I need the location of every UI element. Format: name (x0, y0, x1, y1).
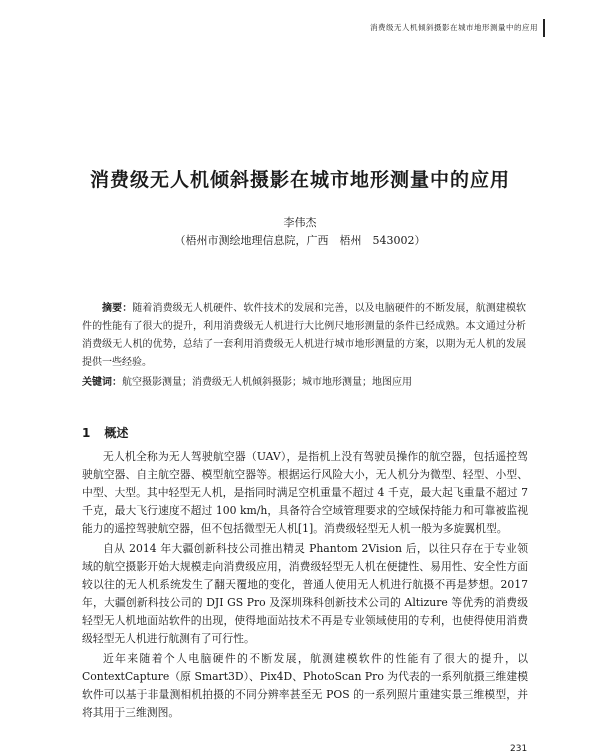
running-head-rule (543, 19, 545, 37)
abstract-text: 随着消费级无人机硬件、软件技术的发展和完善，以及电脑硬件的不断发展，航测建模软件的性能有了很大的提升，利用消费级无人机进行大比例尺地形测量的条件已经成熟。本文通过分析消费级无人机的优势，总结了一套利用消费级无人机进行城市地形测量的方案，以期为无人机的发展提供一些经验。 (82, 303, 527, 368)
section-number: 1 (82, 426, 91, 440)
section-title: 概述 (104, 426, 129, 440)
paper-title: 消费级无人机倾斜摄影在城市地形测量中的应用 (89, 169, 510, 191)
abstract (82, 300, 526, 372)
section-heading (82, 424, 128, 441)
running-head: 消费级无人机倾斜摄影在城市地形测量中的应用 (370, 23, 538, 32)
abstract-label: 摘要： (102, 303, 133, 314)
paragraph: 自从 2014 年大疆创新科技公司推出精灵 Phantom 2Vision 后，以往只存在于专业领域的航空摄影开始大规模走向消费级应用，消费级轻型无人机在便捷性、易用性、安全性方面较以往的无人机系统发生了翻天覆地的变化，普通人使用无人机进行航摄不再是梦想。2017 年，大疆创新科技公司的 DJI GS Pro 及深圳珠科创新技术公司的 Altizure 等优秀的消费级轻型无人机地面站软件的出现，使得地面站技术不再是专业领域使用的专利，也使得使用消费级轻型无人机进行航测有了可行性。 (82, 542, 528, 645)
keywords (82, 374, 526, 392)
body-text (82, 448, 528, 724)
page-number: 231 (510, 744, 528, 754)
keywords-text: 航空摄影测量；消费级无人机倾斜摄影；城市地形测量；地图应用 (122, 377, 412, 388)
affiliation: （梧州市测绘地理信息院，广西 梧州 543002） (174, 234, 426, 247)
author: 李伟杰 (283, 216, 317, 229)
paragraph: 近年来随着个人电脑硬件的不断发展，航测建模软件的性能有了很大的提升，以 ContextCapture（原 Smart3D）、Pix4D、PhotoScan Pro 为代表的一系列航摄三维建模软件可以基于非量测相机拍摄的不同分辨率甚至无 POS 的一系列照片重建实景三维模型，并将其用于三维测图。 (82, 652, 528, 719)
keywords-label: 关键词： (82, 377, 122, 388)
paragraph: 无人机全称为无人驾驶航空器（UAV），是指机上没有驾驶员操作的航空器，包括遥控驾驶航空器、自主航空器、模型航空器等。根据运行风险大小，无人机分为微型、轻型、小型、中型、大型。其中轻型无人机，是指同时满足空机重量不超过 4 千克，最大起飞重量不超过 7 千克，最大飞行速度不超过 100 km/h，具备符合空域管理要求的空域保持能力和可靠被监视能力的遥控驾驶航空器，但不包括微型无人机[1]。消费级轻型无人机一般为多旋翼机型。 (82, 450, 528, 535)
